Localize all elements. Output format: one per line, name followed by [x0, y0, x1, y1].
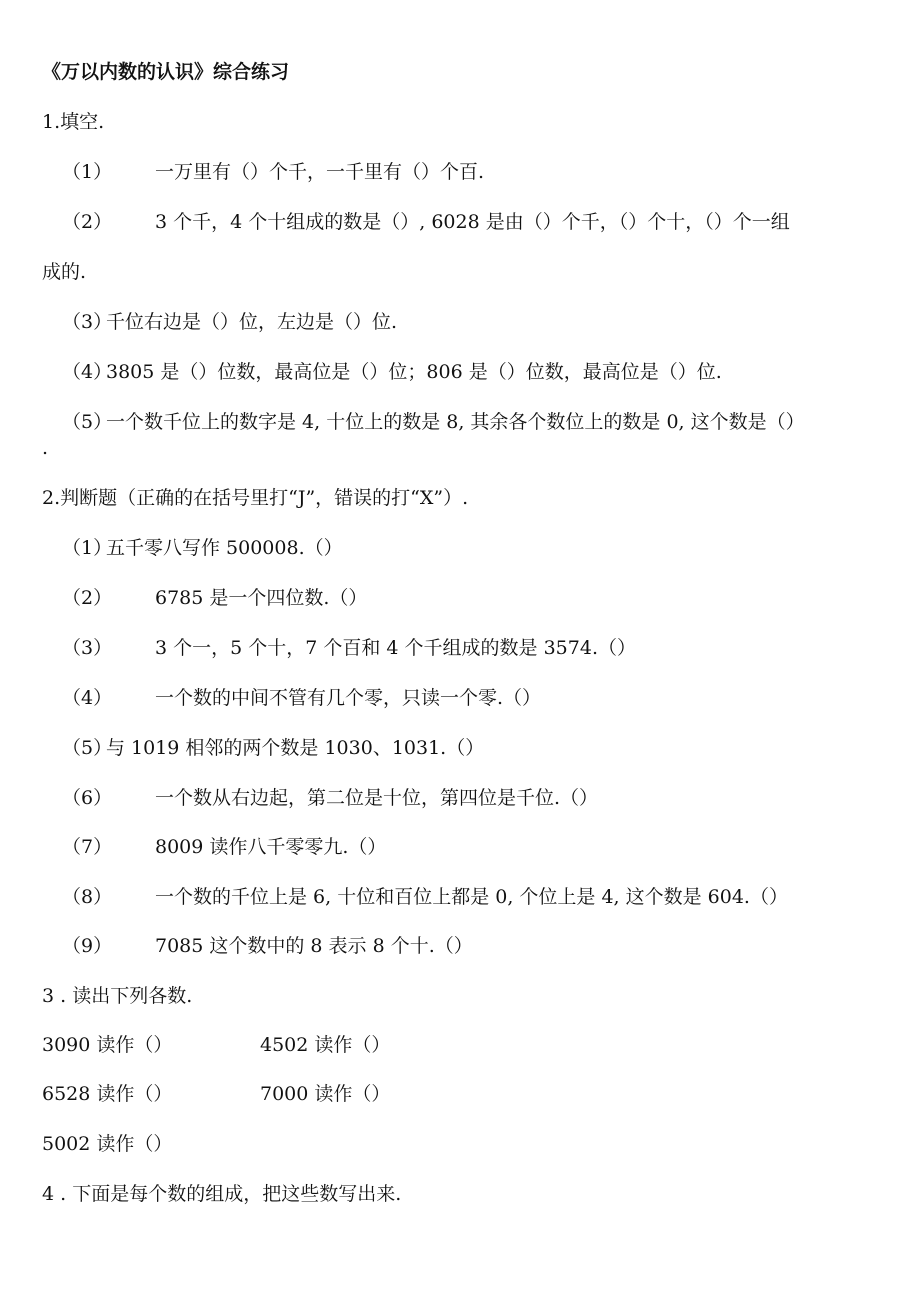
q2-item-6-text: 一个数从右边起，第二位是十位，第四位是千位.（）	[155, 787, 599, 809]
q1-item-2-number: （2）	[62, 211, 113, 233]
q3-row-3-left: 5002 读作（）	[42, 1133, 173, 1155]
q2-item-3-number: （3）	[62, 637, 113, 659]
q1-item-5-text: 一个数千位上的数字是 4, 十位上的数是 8, 其余各个数位上的数是 0, 这个数是（）	[106, 411, 805, 433]
q2-item-9-number: （9）	[62, 935, 113, 957]
q1-item-1-number: （1）	[62, 161, 113, 183]
q2-item-8-number: （8）	[62, 886, 113, 908]
q1-item-4-number: （4）	[62, 361, 113, 383]
q1-item-2-text: 3 个千，4 个十组成的数是（）, 6028 是由（）个千，（）个十，（）个一组	[155, 211, 790, 233]
q2-item-9-text: 7085 这个数中的 8 表示 8 个十.（）	[155, 935, 473, 957]
q2-item-5-number: （5）	[62, 737, 113, 759]
q2-item-1-number: （1）	[62, 537, 113, 559]
section-4-heading: 4 . 下面是每个数的组成，把这些数写出来.	[42, 1183, 402, 1205]
q2-item-5-text: 与 1019 相邻的两个数是 1030、1031.（）	[106, 737, 485, 759]
q3-row-1-right: 4502 读作（）	[260, 1034, 391, 1056]
q3-row-2-left: 6528 读作（）	[42, 1083, 173, 1105]
q1-item-2-continuation: 成的.	[42, 261, 87, 283]
q2-item-6-number: （6）	[62, 787, 113, 809]
page-title: 《万以内数的认识》综合练习	[42, 61, 290, 83]
section-2-heading: 2.判断题（正确的在括号里打“J”，错误的打“X”）.	[42, 487, 469, 509]
section-3-heading: 3 . 读出下列各数.	[42, 985, 193, 1007]
q1-item-3-number: （3）	[62, 311, 113, 333]
q1-item-5-number: （5）	[62, 411, 113, 433]
section-1-heading: 1.填空.	[42, 111, 105, 133]
q2-item-7-number: （7）	[62, 836, 113, 858]
q2-item-4-number: （4）	[62, 687, 113, 709]
q2-item-3-text: 3 个一，5 个十，7 个百和 4 个千组成的数是 3574.（）	[155, 637, 636, 659]
q2-item-1-text: 五千零八写作 500008.（）	[106, 537, 343, 559]
q2-item-8-text: 一个数的千位上是 6, 十位和百位上都是 0, 个位上是 4, 这个数是 604.（）	[155, 886, 788, 908]
q1-item-4-text: 3805 是（）位数，最高位是（）位；806 是（）位数，最高位是（）位.	[106, 361, 722, 383]
q2-item-4-text: 一个数的中间不管有几个零，只读一个零.（）	[155, 687, 542, 709]
q1-item-1-text: 一万里有（）个千，一千里有（）个百.	[155, 161, 485, 183]
q3-row-2-right: 7000 读作（）	[260, 1083, 391, 1105]
q1-item-3-text: 千位右边是（）位，左边是（）位.	[106, 311, 398, 333]
q2-item-7-text: 8009 读作八千零零九.（）	[155, 836, 387, 858]
q3-row-1-left: 3090 读作（）	[42, 1034, 173, 1056]
q1-item-5-continuation: .	[42, 437, 49, 459]
q2-item-2-text: 6785 是一个四位数.（）	[155, 587, 368, 609]
q2-item-2-number: （2）	[62, 587, 113, 609]
